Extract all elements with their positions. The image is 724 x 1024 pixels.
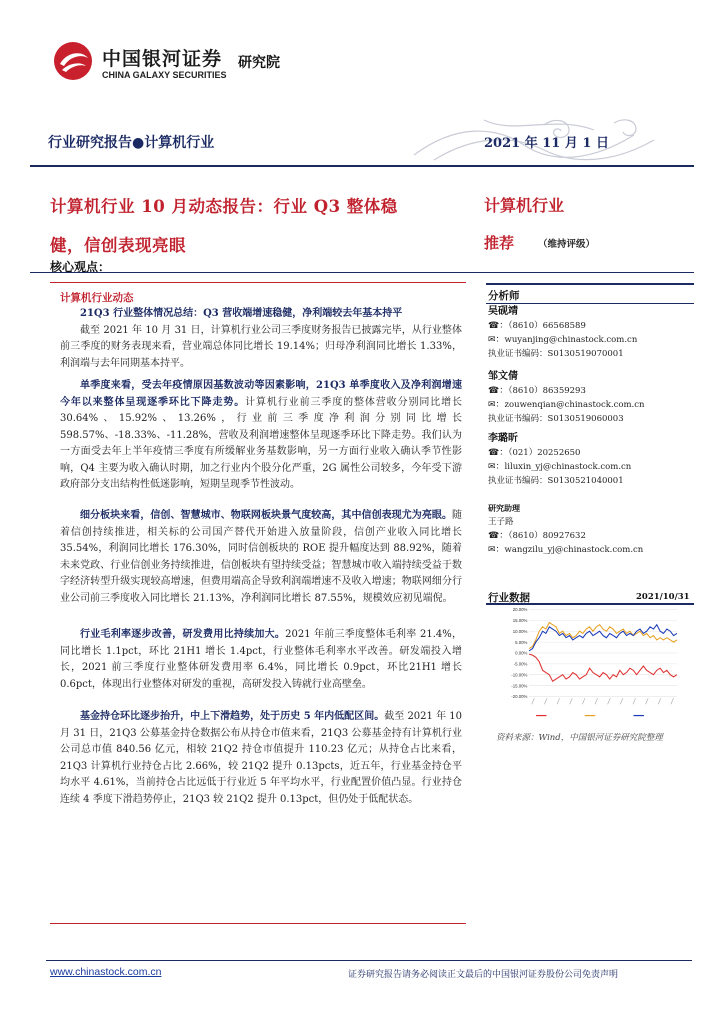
chart-x-tick <box>595 698 598 704</box>
phone-icon: ☎： <box>488 321 509 331</box>
email-icon: ✉： <box>488 462 505 472</box>
email-icon: ✉： <box>488 545 505 555</box>
paragraph-3-body: 随着信创持续推进，相关标的公司国产替代开始进入放量阶段，信创产业收入同比增长 35.54%，利润同比增长 176.30%，同时信创板块的 ROE 提升幅度达到 88.92%，随着未来党政、行业信创业务持续推进，信创板块有望持续受益；智慧城市收入端持续受益于数字经济转型升级实现较高增速，但费用端高企导致利润端增速不及收入增速；物联网细分行业公司前三季度收入同比增长 21.13%，净利润同比增长 87.55%，规模效应初见端倪。 <box>60 510 462 604</box>
section-heading: 计算机行业动态 <box>60 292 134 304</box>
paragraph-2 <box>60 378 462 494</box>
paragraph-4-body: 2021 年前三季度整体毛利率 21.4%，同比增长 1.1pct，环比 21H1 增长 1.4pct，行业整体毛利率水平改善。研发端投入增长，2021 前三季度行业整体研发费用率 6.4%，同比增长 0.9pct，环比21H1 增长 0.6pct，体现出行业整体对研发的重视，高研发投入铸就行业高壁垒。 <box>60 629 463 690</box>
footer-divider <box>46 960 692 961</box>
assistant-phone: （8610）80927632 <box>508 531 586 541</box>
chart-y-tick-label: -20.00% <box>511 694 528 700</box>
chart-y-tick-label: 15.00% <box>512 618 528 624</box>
paragraph-5 <box>60 709 462 808</box>
chart-y-tick-label: -10.00% <box>511 672 528 678</box>
paragraph-1-body: 截至 2021 年 10 月 31 日，计算机行业公司三季度财务报告已披露完毕，从行业整体前三季度的财务表现来看，营业端总体同比增长 19.14%；归母净利润同比增长 1.33%，利润端与去年同期基本持平。 <box>60 324 462 369</box>
analyst-1 <box>488 305 637 361</box>
report-date: 2021 年 11 月 1 日 <box>484 136 609 151</box>
analyst-phone: （8610）66568589 <box>508 321 586 331</box>
paragraph-5-lead: 基金持仓环比逐步抬升，中上下滑趋势，处于历史 5 年内低配区间。 <box>80 711 385 722</box>
chart-x-tick <box>671 698 674 704</box>
footer-website-link[interactable]: www.chinastock.com.cn <box>50 966 162 978</box>
email-icon: ✉： <box>488 335 505 345</box>
chart-x-tick <box>570 698 573 704</box>
chart-y-tick-label: 5.00% <box>515 639 528 645</box>
industry-performance-chart <box>486 606 694 726</box>
paragraph-4 <box>60 627 462 693</box>
core-view-heading: 核心观点： <box>50 260 111 274</box>
logo-chinese-name: 中国银河证券 <box>102 48 223 70</box>
paragraph-1-lead: 21Q3 行业整体情况总结：Q3 营收端增速稳健，净利端较去年基本持平 <box>80 308 403 319</box>
report-title-line1: 计算机行业 10 月动态报告：行业 Q3 整体稳 <box>50 197 398 216</box>
industry-label: 计算机行业 <box>484 196 565 215</box>
chart-x-tick <box>633 698 636 704</box>
assistant-label: 研究助理 <box>488 503 520 513</box>
analyst-email[interactable]: zouwenqian@chinastock.com.cn <box>504 400 645 410</box>
chart-x-tick <box>544 698 547 704</box>
market-data-date: 2021/10/31 <box>636 592 690 602</box>
market-data-title: 行业数据 <box>488 592 530 604</box>
assistant-email[interactable]: wangzilu_yj@chinastock.com.cn <box>504 545 644 555</box>
analyst-3 <box>488 432 631 488</box>
galaxy-logo-icon <box>52 40 94 82</box>
paragraph-3-lead: 细分板块来看，信创、智慧城市、物联网板块景气度较高，其中信创表现尤为亮眼。 <box>80 510 452 521</box>
chart-y-tick-label: 20.00% <box>512 607 528 613</box>
chart-series-line <box>529 654 677 681</box>
paragraph-2-body: 计算机行业前三季度的整体营收分别同比增长 30.64%、15.92%、13.26%，行业前三季度净利润分别同比增长 598.57%、-18.33%、-11.28%，营收及利润增速整体呈现逐季环比下降走势。我们认为一方面受去年上半年疫情三季度有所缓解业务基数影响，另一方面行业收入确认季节性影响，Q4 主要为收入确认时期，加之行业内个股分化严重，2G 属性公司较多，今年受下游政府部分支出结构性低迷影响，短期呈现季节性波动。 <box>60 396 463 490</box>
analyst-cert: 执业证书编码：S0130521040001 <box>488 476 624 486</box>
phone-icon: ☎： <box>488 448 509 458</box>
analyst-name: 李璐昕 <box>488 433 518 444</box>
chart-y-tick-label: -5.00% <box>513 661 528 667</box>
paragraph-5-body: 截至 2021 年 10 月 31 日，21Q3 公募基金持仓数据公布从持仓市值来看，21Q3 公募基金持有计算机行业公司总市值 840.56 亿元，相较 21Q2 持仓市值提升 110.23 亿元；从持仓占比来看，21Q3 计算机行业持仓占比 2.66%，较 21Q2 提升 0.13pcts，近五年，行业基金持仓平均水平 4.61%，当前持仓占比远低于行业近 5 年平均水平，行业配置价值凸显。行业持仓连续 4 季度下滑趋势停止，21Q3 较 21Q2 提升 0.13pct，但仍处于低配状态。 <box>60 711 463 805</box>
rating-note: （维持评级） <box>538 239 596 250</box>
divider <box>486 603 694 605</box>
chart-x-tick <box>532 698 535 704</box>
chart-x-tick <box>620 698 623 704</box>
chart-x-tick <box>646 698 649 704</box>
email-icon: ✉： <box>488 400 505 410</box>
analyst-email[interactable]: wuyanjing@chinastock.com.cn <box>504 335 638 345</box>
logo-institute: 研究院 <box>238 55 280 71</box>
paragraph-4-lead: 行业毛利率逐步改善，研发费用比持续加大。 <box>80 629 286 640</box>
paragraph-2-lead: 单季度来看，受去年疫情原因基数波动等因素影响，21Q3 单季度收入及净利润增速今年以来整体呈现逐季环比下降走势。 <box>60 380 462 408</box>
logo-english-name: CHINA GALAXY SECURITIES <box>102 70 227 80</box>
banner-category: 行业研究报告●计算机行业 <box>48 135 215 151</box>
analyst-name: 邹文倩 <box>488 371 518 382</box>
divider <box>30 272 694 273</box>
assistant-name: 王子路 <box>488 517 514 527</box>
chart-y-tick-label: 10.00% <box>512 628 528 634</box>
chart-y-tick-label: 0.00% <box>515 650 528 656</box>
analyst-email[interactable]: liluxin_yj@chinastock.com.cn <box>504 462 632 472</box>
rating-label: 推荐 <box>484 234 515 252</box>
analyst-cert: 执业证书编码：S0130519060003 <box>488 414 624 424</box>
analysts-title: 分析师 <box>488 290 520 302</box>
phone-icon: ☎： <box>488 531 509 541</box>
report-title-line2: 健，信创表现亮眼 <box>50 236 186 255</box>
chart-x-tick <box>557 698 560 704</box>
chart-x-tick <box>608 698 611 704</box>
analyst-phone: （8610）86359293 <box>508 386 586 396</box>
chart-x-tick <box>658 698 661 704</box>
analyst-cert: 执业证书编码：S0130519070001 <box>488 349 624 359</box>
paragraph-3 <box>60 508 462 607</box>
analyst-name: 吴砚靖 <box>488 306 518 317</box>
research-assistant <box>488 515 643 557</box>
chart-source: 资料来源：Wind，中国银河证券研究院整理 <box>496 733 663 743</box>
analyst-2 <box>488 370 644 426</box>
chart-y-tick-label: -15.00% <box>511 683 528 689</box>
chart-x-tick <box>582 698 585 704</box>
paragraph-1 <box>60 306 462 372</box>
analyst-phone: （021）20252650 <box>508 448 581 458</box>
footer-disclaimer: 证券研究报告请务必阅读正文最后的中国银河证券股份公司免责声明 <box>348 970 619 980</box>
phone-icon: ☎： <box>488 386 509 396</box>
